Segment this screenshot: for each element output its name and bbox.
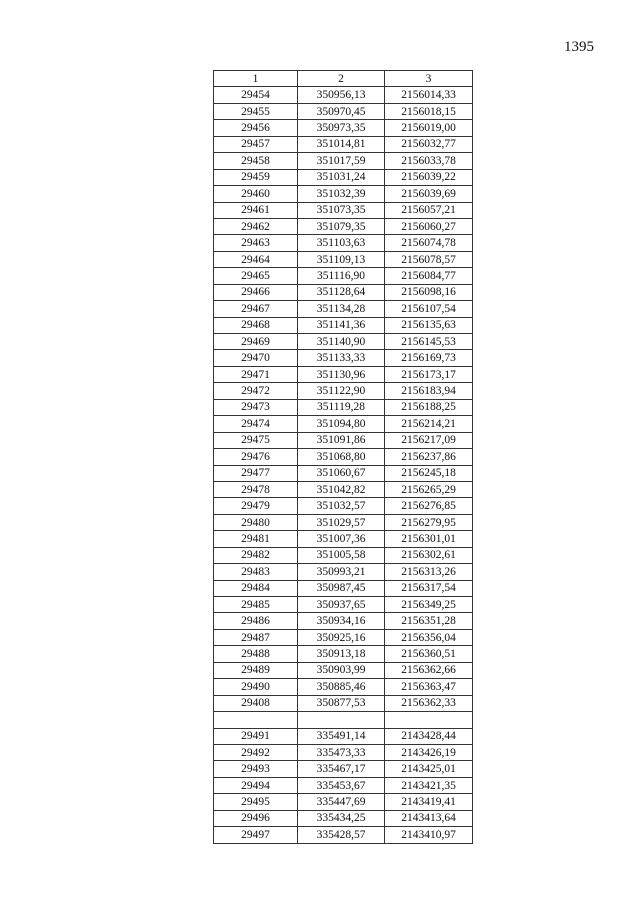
cell-point-number: 29485 [214,597,298,613]
table-row [214,383,473,399]
cell-point-number: 29463 [214,235,298,251]
cell-point-number: 29466 [214,284,298,300]
table-row [214,317,473,333]
cell-y-coordinate: 2156107,54 [385,301,473,317]
cell-point-number: 29455 [214,103,298,119]
table-row [214,810,473,826]
cell-x-coordinate: 335473,33 [298,744,385,760]
cell-x-coordinate: 350934,16 [298,613,385,629]
cell-y-coordinate: 2156279,95 [385,514,473,530]
cell-y-coordinate: 2143425,01 [385,761,473,777]
table-row [214,268,473,284]
cell-x-coordinate: 351007,36 [298,531,385,547]
table-row [214,301,473,317]
cell-y-coordinate: 2156351,28 [385,613,473,629]
cell-y-coordinate: 2156276,85 [385,498,473,514]
cell-x-coordinate: 351141,36 [298,317,385,333]
table-row [214,629,473,645]
cell-y-coordinate: 2156214,21 [385,416,473,432]
cell-x-coordinate: 351031,24 [298,169,385,185]
table-header [214,71,473,87]
cell-y-coordinate: 2156098,16 [385,284,473,300]
table-row [214,761,473,777]
cell-x-coordinate: 351068,80 [298,449,385,465]
table-row [214,777,473,793]
table-row [214,169,473,185]
cell-point-number: 29486 [214,613,298,629]
cell-y-coordinate: 2143428,44 [385,728,473,744]
cell-x-coordinate: 351091,86 [298,432,385,448]
table-row [214,679,473,695]
table-row [214,646,473,662]
table-row [214,136,473,152]
table-row [214,416,473,432]
cell-point-number: 29476 [214,449,298,465]
cell-x-coordinate: 350956,13 [298,87,385,103]
cell-x-coordinate: 350877,53 [298,695,385,711]
table-row [214,744,473,760]
cell-y-coordinate: 2143426,19 [385,744,473,760]
cell-point-number: 29408 [214,695,298,711]
cell-x-coordinate [298,712,385,728]
cell-x-coordinate: 350925,16 [298,629,385,645]
cell-y-coordinate: 2156014,33 [385,87,473,103]
cell-x-coordinate: 351128,64 [298,284,385,300]
coordinates-table [213,70,473,844]
cell-x-coordinate: 350885,46 [298,679,385,695]
cell-point-number: 29467 [214,301,298,317]
table-row [214,449,473,465]
table-row [214,827,473,843]
cell-y-coordinate: 2156078,57 [385,251,473,267]
table-row [214,728,473,744]
cell-x-coordinate: 335453,67 [298,777,385,793]
table-row [214,120,473,136]
cell-point-number: 29456 [214,120,298,136]
column-header-point: 1 [214,71,298,87]
cell-point-number: 29473 [214,399,298,415]
cell-point-number: 29472 [214,383,298,399]
cell-x-coordinate: 351014,81 [298,136,385,152]
table-row [214,218,473,234]
cell-y-coordinate: 2156060,27 [385,218,473,234]
cell-x-coordinate: 351073,35 [298,202,385,218]
cell-x-coordinate: 351130,96 [298,366,385,382]
table-row [214,399,473,415]
cell-point-number: 29477 [214,465,298,481]
cell-y-coordinate: 2156360,51 [385,646,473,662]
cell-x-coordinate: 335467,17 [298,761,385,777]
cell-x-coordinate: 351109,13 [298,251,385,267]
cell-x-coordinate: 335434,25 [298,810,385,826]
cell-y-coordinate: 2156302,61 [385,547,473,563]
table-row [214,712,473,728]
cell-x-coordinate: 351133,33 [298,350,385,366]
cell-point-number: 29474 [214,416,298,432]
cell-y-coordinate: 2156217,09 [385,432,473,448]
cell-y-coordinate: 2156313,26 [385,564,473,580]
cell-y-coordinate: 2156183,94 [385,383,473,399]
cell-y-coordinate: 2143413,64 [385,810,473,826]
cell-x-coordinate: 351017,59 [298,153,385,169]
cell-x-coordinate: 351029,57 [298,514,385,530]
cell-y-coordinate: 2156317,54 [385,580,473,596]
table-row [214,613,473,629]
table-row [214,202,473,218]
cell-x-coordinate: 351122,90 [298,383,385,399]
cell-x-coordinate: 351103,63 [298,235,385,251]
cell-x-coordinate: 350970,45 [298,103,385,119]
cell-x-coordinate: 350987,45 [298,580,385,596]
cell-point-number: 29460 [214,186,298,202]
cell-point-number: 29495 [214,794,298,810]
cell-x-coordinate: 351140,90 [298,334,385,350]
table-row [214,284,473,300]
cell-y-coordinate: 2156145,53 [385,334,473,350]
cell-point-number: 29479 [214,498,298,514]
cell-y-coordinate: 2156349,25 [385,597,473,613]
column-header-x: 2 [298,71,385,87]
page-number: 1395 [564,39,594,55]
cell-point-number: 29470 [214,350,298,366]
cell-point-number: 29468 [214,317,298,333]
cell-y-coordinate: 2156356,04 [385,629,473,645]
cell-y-coordinate: 2156363,47 [385,679,473,695]
cell-point-number: 29462 [214,218,298,234]
table-row [214,235,473,251]
cell-x-coordinate: 351032,57 [298,498,385,514]
cell-y-coordinate [385,712,473,728]
cell-point-number [214,712,298,728]
cell-y-coordinate: 2156033,78 [385,153,473,169]
cell-y-coordinate: 2156018,15 [385,103,473,119]
cell-x-coordinate: 350937,65 [298,597,385,613]
cell-point-number: 29464 [214,251,298,267]
table-row [214,695,473,711]
cell-y-coordinate: 2156039,22 [385,169,473,185]
cell-y-coordinate: 2156245,18 [385,465,473,481]
table-row [214,564,473,580]
cell-y-coordinate: 2143421,35 [385,777,473,793]
table-row [214,366,473,382]
cell-y-coordinate: 2156173,17 [385,366,473,382]
cell-point-number: 29457 [214,136,298,152]
table-row [214,334,473,350]
cell-y-coordinate: 2156039,69 [385,186,473,202]
cell-x-coordinate: 335447,69 [298,794,385,810]
cell-x-coordinate: 351116,90 [298,268,385,284]
cell-x-coordinate: 351079,35 [298,218,385,234]
cell-point-number: 29496 [214,810,298,826]
table-row [214,153,473,169]
cell-x-coordinate: 351042,82 [298,481,385,497]
cell-point-number: 29478 [214,481,298,497]
cell-x-coordinate: 351134,28 [298,301,385,317]
table-row [214,531,473,547]
cell-point-number: 29482 [214,547,298,563]
table-row [214,547,473,563]
header-row [214,71,473,87]
cell-y-coordinate: 2156084,77 [385,268,473,284]
cell-point-number: 29493 [214,761,298,777]
cell-x-coordinate: 350913,18 [298,646,385,662]
table-row [214,432,473,448]
cell-y-coordinate: 2143419,41 [385,794,473,810]
cell-point-number: 29459 [214,169,298,185]
cell-point-number: 29458 [214,153,298,169]
table-row [214,662,473,678]
cell-x-coordinate: 335491,14 [298,728,385,744]
cell-x-coordinate: 351005,58 [298,547,385,563]
table-body [214,87,473,843]
cell-point-number: 29475 [214,432,298,448]
cell-point-number: 29490 [214,679,298,695]
cell-y-coordinate: 2156362,33 [385,695,473,711]
cell-x-coordinate: 350973,35 [298,120,385,136]
table-row [214,514,473,530]
cell-point-number: 29461 [214,202,298,218]
cell-y-coordinate: 2156057,21 [385,202,473,218]
cell-x-coordinate: 351119,28 [298,399,385,415]
cell-y-coordinate: 2143410,97 [385,827,473,843]
cell-y-coordinate: 2156237,86 [385,449,473,465]
cell-point-number: 29471 [214,366,298,382]
cell-point-number: 29494 [214,777,298,793]
cell-x-coordinate: 350903,99 [298,662,385,678]
cell-point-number: 29488 [214,646,298,662]
cell-y-coordinate: 2156265,29 [385,481,473,497]
cell-point-number: 29484 [214,580,298,596]
cell-point-number: 29480 [214,514,298,530]
table-row [214,87,473,103]
cell-point-number: 29487 [214,629,298,645]
cell-x-coordinate: 335428,57 [298,827,385,843]
cell-y-coordinate: 2156135,63 [385,317,473,333]
cell-point-number: 29469 [214,334,298,350]
cell-y-coordinate: 2156019,00 [385,120,473,136]
table-row [214,103,473,119]
cell-y-coordinate: 2156074,78 [385,235,473,251]
cell-x-coordinate: 351032,39 [298,186,385,202]
cell-point-number: 29491 [214,728,298,744]
cell-point-number: 29454 [214,87,298,103]
table-row [214,498,473,514]
table-row [214,481,473,497]
cell-x-coordinate: 351060,67 [298,465,385,481]
table-row [214,251,473,267]
cell-y-coordinate: 2156169,73 [385,350,473,366]
cell-point-number: 29483 [214,564,298,580]
cell-y-coordinate: 2156188,25 [385,399,473,415]
table-row [214,350,473,366]
table-row [214,597,473,613]
cell-y-coordinate: 2156362,66 [385,662,473,678]
cell-point-number: 29465 [214,268,298,284]
table-row [214,465,473,481]
cell-y-coordinate: 2156301,01 [385,531,473,547]
cell-point-number: 29492 [214,744,298,760]
column-header-y: 3 [385,71,473,87]
cell-x-coordinate: 351094,80 [298,416,385,432]
cell-x-coordinate: 350993,21 [298,564,385,580]
cell-point-number: 29481 [214,531,298,547]
cell-point-number: 29497 [214,827,298,843]
cell-point-number: 29489 [214,662,298,678]
table-row [214,186,473,202]
table-row [214,580,473,596]
table-row [214,794,473,810]
cell-y-coordinate: 2156032,77 [385,136,473,152]
